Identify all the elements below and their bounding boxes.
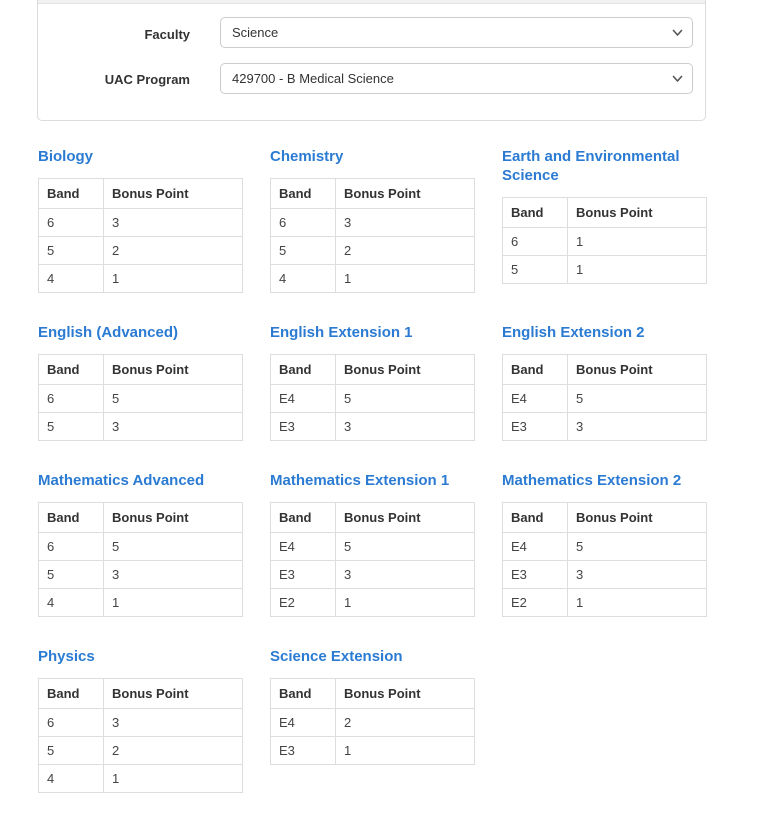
band-cell: 5 xyxy=(39,561,104,589)
table-row xyxy=(39,209,243,237)
bonus-point-cell: 3 xyxy=(336,413,475,441)
bonus-point-cell: 1 xyxy=(336,265,475,293)
band-column-header: Band xyxy=(271,179,336,209)
subject-section xyxy=(38,323,243,441)
bonus-point-cell: 5 xyxy=(104,385,243,413)
table-row xyxy=(503,589,707,617)
band-cell: E3 xyxy=(503,561,568,589)
table-row xyxy=(503,561,707,589)
bonus-point-cell: 3 xyxy=(104,561,243,589)
bonus-point-cell: 3 xyxy=(104,209,243,237)
bonus-point-column-header: Bonus Point xyxy=(336,179,475,209)
bonus-point-column-header: Bonus Point xyxy=(568,198,707,228)
band-cell: E4 xyxy=(503,385,568,413)
subject-title: English (Advanced) xyxy=(38,324,179,341)
subject-section xyxy=(38,147,243,293)
bonus-point-column-header: Bonus Point xyxy=(104,179,243,209)
table-header-row xyxy=(39,355,243,385)
bonus-points-table xyxy=(38,678,243,793)
table-header-row xyxy=(271,679,475,709)
subject-section xyxy=(270,147,475,293)
table-row xyxy=(39,533,243,561)
table-row xyxy=(39,561,243,589)
table-row xyxy=(39,765,243,793)
bonus-point-column-header: Bonus Point xyxy=(336,679,475,709)
bonus-point-cell: 1 xyxy=(104,265,243,293)
table-row xyxy=(503,413,707,441)
table-row xyxy=(271,589,475,617)
band-cell: 5 xyxy=(271,237,336,265)
bonus-point-cell: 3 xyxy=(104,413,243,441)
band-cell: 4 xyxy=(271,265,336,293)
subject-title: Mathematics Extension 1 xyxy=(270,472,450,489)
table-row xyxy=(39,737,243,765)
table-row xyxy=(271,209,475,237)
band-cell: 5 xyxy=(503,256,568,284)
subject-section xyxy=(502,471,707,617)
band-cell: 5 xyxy=(39,737,104,765)
table-row xyxy=(271,737,475,765)
table-header-row xyxy=(271,503,475,533)
subject-title: Biology xyxy=(38,148,93,165)
band-column-header: Band xyxy=(271,355,336,385)
band-cell: 6 xyxy=(39,533,104,561)
table-header-row xyxy=(503,198,707,228)
bonus-point-cell: 2 xyxy=(104,737,243,765)
band-cell: E3 xyxy=(271,561,336,589)
faculty-select-wrap xyxy=(220,17,693,48)
bonus-point-cell: 3 xyxy=(568,561,707,589)
band-column-header: Band xyxy=(503,355,568,385)
table-header-row xyxy=(271,355,475,385)
band-cell: E4 xyxy=(271,709,336,737)
bonus-point-column-header: Bonus Point xyxy=(336,503,475,533)
bonus-point-column-header: Bonus Point xyxy=(104,503,243,533)
band-cell: 6 xyxy=(271,209,336,237)
bonus-point-cell: 3 xyxy=(104,709,243,737)
subject-section xyxy=(270,647,475,765)
band-cell: 5 xyxy=(39,413,104,441)
band-cell: 6 xyxy=(39,385,104,413)
table-row xyxy=(271,385,475,413)
band-cell: E3 xyxy=(503,413,568,441)
table-header-row xyxy=(39,679,243,709)
uac-program-select-wrap xyxy=(220,63,693,94)
band-cell: E4 xyxy=(271,385,336,413)
bonus-point-cell: 3 xyxy=(336,561,475,589)
subject-section xyxy=(270,471,475,617)
bonus-points-table xyxy=(502,197,707,284)
table-row xyxy=(39,589,243,617)
table-row xyxy=(271,237,475,265)
bonus-point-cell: 1 xyxy=(336,737,475,765)
bonus-points-table xyxy=(502,502,707,617)
bonus-points-table xyxy=(38,502,243,617)
table-row xyxy=(503,256,707,284)
table-row xyxy=(503,533,707,561)
band-cell: 6 xyxy=(39,709,104,737)
subject-section xyxy=(38,471,243,617)
band-column-header: Band xyxy=(39,503,104,533)
table-row xyxy=(271,265,475,293)
table-header-row xyxy=(271,179,475,209)
table-row xyxy=(503,385,707,413)
subject-title: Mathematics Extension 2 xyxy=(502,472,682,489)
band-cell: E2 xyxy=(503,589,568,617)
band-cell: 4 xyxy=(39,265,104,293)
bonus-point-cell: 5 xyxy=(568,533,707,561)
band-cell: 4 xyxy=(39,589,104,617)
band-column-header: Band xyxy=(503,198,568,228)
bonus-point-cell: 5 xyxy=(336,533,475,561)
bonus-point-cell: 1 xyxy=(568,256,707,284)
bonus-point-cell: 1 xyxy=(104,765,243,793)
bonus-point-cell: 2 xyxy=(104,237,243,265)
table-row xyxy=(271,709,475,737)
band-cell: 5 xyxy=(39,237,104,265)
band-column-header: Band xyxy=(503,503,568,533)
subject-title: Science Extension xyxy=(270,648,403,665)
band-cell: 6 xyxy=(39,209,104,237)
subject-title: English Extension 1 xyxy=(270,324,413,341)
bonus-point-column-header: Bonus Point xyxy=(336,355,475,385)
panel-top-strip xyxy=(38,0,705,4)
bonus-point-cell: 3 xyxy=(568,413,707,441)
uac-program-label: UAC Program xyxy=(104,72,190,87)
bonus-point-cell: 5 xyxy=(568,385,707,413)
subjects-grid xyxy=(38,147,718,793)
band-column-header: Band xyxy=(39,179,104,209)
bonus-point-cell: 5 xyxy=(104,533,243,561)
subject-title: Earth and Environmental Science xyxy=(502,148,680,184)
bonus-point-cell: 5 xyxy=(336,385,475,413)
bonus-point-cell: 2 xyxy=(336,237,475,265)
subject-section xyxy=(270,323,475,441)
bonus-points-table xyxy=(270,354,475,441)
subject-title: Mathematics Advanced xyxy=(38,472,205,489)
bonus-point-cell: 1 xyxy=(568,228,707,256)
subject-section xyxy=(38,647,243,793)
bonus-point-cell: 3 xyxy=(336,209,475,237)
table-row xyxy=(39,265,243,293)
bonus-point-column-header: Bonus Point xyxy=(568,355,707,385)
table-header-row xyxy=(503,503,707,533)
bonus-point-column-header: Bonus Point xyxy=(568,503,707,533)
table-row xyxy=(503,228,707,256)
bonus-point-cell: 1 xyxy=(104,589,243,617)
uac-program-select[interactable] xyxy=(220,63,693,94)
table-row xyxy=(271,561,475,589)
band-column-header: Band xyxy=(271,503,336,533)
subject-title: Chemistry xyxy=(270,148,344,165)
bonus-point-column-header: Bonus Point xyxy=(104,355,243,385)
band-cell: E4 xyxy=(271,533,336,561)
table-row xyxy=(271,413,475,441)
table-row xyxy=(39,709,243,737)
faculty-label: Faculty xyxy=(144,27,190,42)
band-cell: E3 xyxy=(271,737,336,765)
bonus-points-table xyxy=(502,354,707,441)
bonus-point-column-header: Bonus Point xyxy=(104,679,243,709)
band-cell: E2 xyxy=(271,589,336,617)
bonus-points-table xyxy=(270,178,475,293)
bonus-point-cell: 2 xyxy=(336,709,475,737)
table-row xyxy=(271,533,475,561)
band-column-header: Band xyxy=(39,355,104,385)
bonus-point-cell: 1 xyxy=(568,589,707,617)
table-row xyxy=(39,385,243,413)
band-cell: E4 xyxy=(503,533,568,561)
table-header-row xyxy=(39,179,243,209)
table-header-row xyxy=(503,355,707,385)
subject-title: Physics xyxy=(38,648,95,665)
band-cell: 4 xyxy=(39,765,104,793)
band-column-header: Band xyxy=(271,679,336,709)
table-row xyxy=(39,237,243,265)
subject-section xyxy=(502,147,707,284)
bonus-points-table xyxy=(270,502,475,617)
band-column-header: Band xyxy=(39,679,104,709)
bonus-point-cell: 1 xyxy=(336,589,475,617)
bonus-points-table xyxy=(38,354,243,441)
band-cell: 6 xyxy=(503,228,568,256)
band-cell: E3 xyxy=(271,413,336,441)
bonus-points-table xyxy=(38,178,243,293)
table-row xyxy=(39,413,243,441)
subject-section xyxy=(502,323,707,441)
bonus-points-table xyxy=(270,678,475,765)
subject-title: English Extension 2 xyxy=(502,324,645,341)
faculty-select[interactable] xyxy=(220,17,693,48)
table-header-row xyxy=(39,503,243,533)
